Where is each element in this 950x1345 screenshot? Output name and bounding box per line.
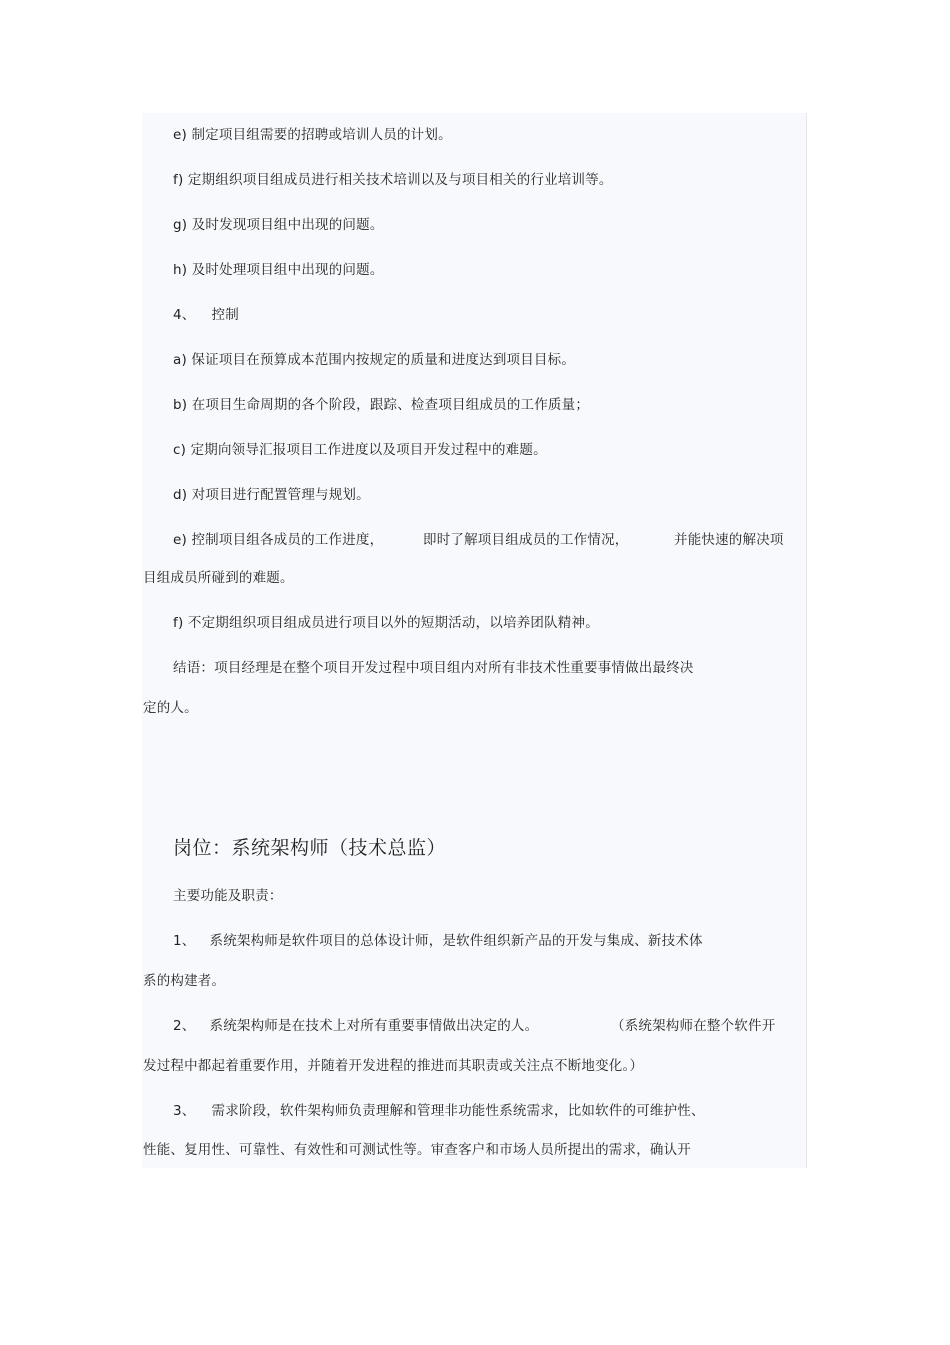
- text-l04: h) 及时处理项目组中出现的问题。: [173, 262, 384, 278]
- text-l02: f) 定期组织项目组成员进行相关技术培训以及与项目相关的行业培训等。: [173, 172, 613, 188]
- text-l12: f) 不定期组织项目组成员进行项目以外的短期活动，以培养团队精神。: [173, 615, 599, 631]
- paragraph-line: [173, 171, 613, 189]
- paragraph-line: [173, 351, 575, 369]
- paragraph-line: [173, 261, 384, 279]
- text-l10-part2: 即时了解项目组成员的工作情况，: [423, 532, 629, 548]
- paragraph-line: [173, 216, 384, 234]
- item-number: 3、: [173, 1103, 196, 1119]
- paragraph-line: [143, 1141, 691, 1159]
- text-l14: 定的人。: [143, 700, 198, 716]
- text-l06: a) 保证项目在预算成本范围内按规定的质量和进度达到项目目标。: [173, 352, 576, 368]
- text-l08: c) 定期向领导汇报项目工作进度以及项目开发过程中的难题。: [173, 442, 547, 458]
- item-parenthetical: （系统架构师在整个软件开: [611, 1018, 776, 1034]
- paragraph-line: [611, 1017, 775, 1035]
- text-l11: 目组成员所碰到的难题。: [143, 570, 294, 586]
- section-heading: [173, 835, 446, 861]
- paragraph-line: [173, 887, 283, 905]
- paragraph-line: [173, 531, 383, 549]
- document-page: [142, 113, 807, 1168]
- heading-text: 岗位：系统架构师（技术总监）: [173, 837, 447, 859]
- paragraph-line: [423, 531, 629, 549]
- item-text: 系统架构师是在技术上对所有重要事情做出决定的人。: [209, 1018, 539, 1034]
- paragraph-line: [143, 699, 198, 717]
- paragraph-line: [173, 659, 694, 677]
- text-l17: 系的构建者。: [143, 973, 226, 989]
- section-number-line: [173, 306, 239, 324]
- paragraph-line: [143, 1057, 643, 1075]
- numbered-item-line: [173, 1102, 705, 1120]
- text-l21: 性能、复用性、可靠性、有效性和可测试性等。审查客户和市场人员所提出的需求，确认开: [143, 1142, 691, 1158]
- text-l19: 发过程中都起着重要作用，并随着开发进程的推进而其职责或关注点不断地变化。）: [143, 1058, 644, 1074]
- item-number: 2、: [173, 1018, 196, 1034]
- paragraph-line: [173, 441, 547, 459]
- section-number: 4、: [173, 307, 196, 323]
- paragraph-line: [173, 486, 370, 504]
- text-l01: e) 制定项目组需要的招聘或培训人员的计划。: [173, 127, 452, 143]
- paragraph-line: [173, 614, 599, 632]
- numbered-item-line: [173, 932, 703, 950]
- section-title: 控制: [211, 307, 239, 323]
- paragraph-line: [173, 126, 452, 144]
- paragraph-line: [143, 972, 225, 990]
- paragraph-line: [143, 569, 294, 587]
- text-l07: b) 在项目生命周期的各个阶段，跟踪、检查项目组成员的工作质量；: [173, 397, 590, 413]
- item-text: 系统架构师是软件项目的总体设计师，是软件组织新产品的开发与集成、新技术体: [209, 933, 703, 949]
- text-l10-part1: e) 控制项目组各成员的工作进度，: [173, 532, 384, 548]
- text-l15: 主要功能及职责：: [173, 888, 283, 904]
- paragraph-line: [674, 531, 784, 549]
- text-l09: d) 对项目进行配置管理与规划。: [173, 487, 370, 503]
- text-l03: g) 及时发现项目组中出现的问题。: [173, 217, 384, 233]
- numbered-item-line: [173, 1017, 538, 1035]
- item-text: 需求阶段，软件架构师负责理解和管理非功能性系统需求，比如软件的可维护性、: [211, 1103, 705, 1119]
- item-number: 1、: [173, 933, 196, 949]
- text-l13: 结语：项目经理是在整个项目开发过程中项目组内对所有非技术性重要事情做出最终决: [173, 660, 694, 676]
- paragraph-line: [173, 396, 589, 414]
- text-l10-part3: 并能快速的解决项: [674, 532, 784, 548]
